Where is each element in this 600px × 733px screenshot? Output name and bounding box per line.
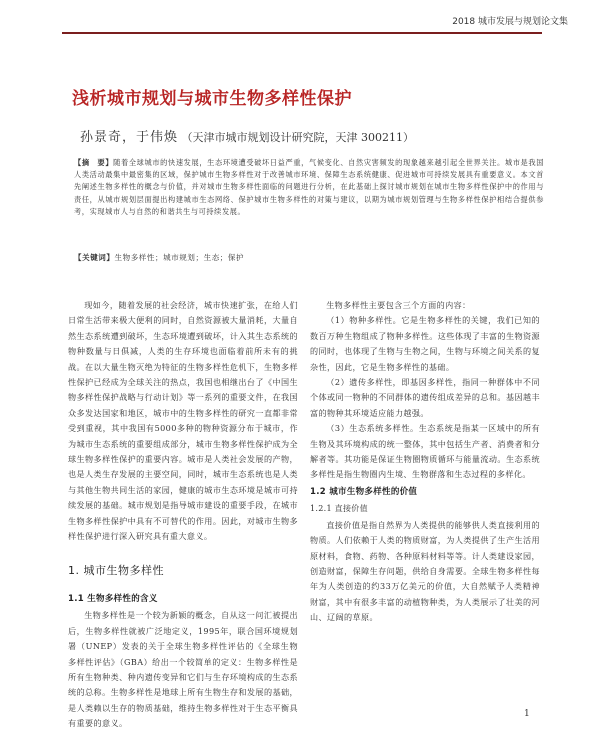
header-rule bbox=[62, 32, 542, 34]
section-1-1-paragraph: （1）物种多样性。它是生物多样性的关键，我们已知的数百万种生物组成了物种多样性。这些体现了丰富的生物资源的同时，也体现了生物与生物之间，生物与环境之间关系的复杂性，因此，它是生物多样性的基础。 bbox=[310, 315, 540, 372]
author-line bbox=[80, 126, 414, 145]
page-title: 浅析城市规划与城市生物多样性保护 bbox=[72, 89, 352, 109]
section-1-1-paragraph: 生物多样性主要包含三个方面的内容： bbox=[326, 300, 471, 310]
author-names: 孙景奇，于伟焕 bbox=[80, 130, 179, 145]
abstract bbox=[74, 157, 544, 218]
body-column-left bbox=[68, 298, 298, 732]
abstract-text: 随着全球城市的快速发展，生态环境遭受破坏日益严重，气候变化、自然灾害频发的现象越来越引起全世界关注。城市是我国人类活动最集中最密集的区域，保护城市生物多样性对于改善城市环境、保障生态系统健康、促进城市可持续发展具有重要意义。本文首先阐述生物多样性的概念与价值，并对城市生物多样性面临的问题进行分析，在此基础上探讨城市规划在城市生物多样性保护中的作用与责任，从城市规划层面提出构建城市生态网络、保护城市生物多样性的对策与建议，以期为城市规划管理与生物多样性保护相结合提供参考，实现城市人与自然的和谐共生与可持续发展。 bbox=[74, 158, 544, 216]
section-1-1-heading: 1.1 生物多样性的含义 bbox=[68, 593, 158, 604]
page-number: 1 bbox=[524, 709, 530, 719]
section-1-1-paragraph: （3）生态系统多样性。生态系统是指某一区域中的所有生物及其环境构成的统一整体，其中包括生产者、消费者和分解者等。其功能是保证生物圈物质循环与能量流动。生态系统多样性是指生物圈内生境、生物群落和生态过程的多样化。 bbox=[310, 423, 540, 480]
keywords bbox=[74, 252, 544, 263]
body-column-right bbox=[310, 298, 540, 626]
abstract-label: 【摘 要】 bbox=[74, 158, 114, 167]
intro-paragraph: 现如今，随着发展的社会经济，城市快速扩张，在给人们日常生活带来极大便利的同时，自然资源被大量消耗，大量自然生态系统遭到破坏，生态环境遭到破坏，计入其生态系统的物种数量与日俱减，人类的生存环境也面临着前所未有的挑战。在以大量生物灭绝为特征的生物多样性危机下，生物多样性保护已经成为全球关注的热点，我国也相继出台了《中国生物多样性保护战略与行动计划》等一系列的重要文件，在我国众多发达国家和地区，城市中的生物多样性的研究一直都非常受到重视，其中我国有5000多种的物种资源分布于城市，作为城市生态系统的重要组成部分，城市生物多样性保护成为全球生物多样性保护的重要内容。城市是人类社会发展的产物，也是人类生存发展的主要空间，同时，城市生态系统也是人类与其他生物共同生活的家园，健康的城市生态环境是城市可持续发展的基础。城市规划是指导城市建设的重要手段，在城市生物多样性保护中具有不可替代的作用。因此，对城市生物多样性保护进行深入研究具有重大意义。 bbox=[68, 300, 298, 542]
section-1-2-heading: 1.2 城市生物多样性的价值 bbox=[310, 486, 418, 497]
running-header: 2018 城市发展与规划论文集 bbox=[452, 17, 568, 27]
author-affiliation: （天津市城市规划设计研究院，天津 300211） bbox=[181, 131, 415, 144]
section-1-1-paragraph: （2）遗传多样性，即基因多样性，指同一种群体中不同个体或同一物种的不同群体的遗传组成差异的总和。基因越丰富的物种其环境适应能力越强。 bbox=[310, 377, 540, 418]
keywords-label: 【关键词】 bbox=[74, 253, 115, 262]
keywords-text: 生物多样性；城市规划；生态；保护 bbox=[114, 253, 245, 262]
section-1-1-paragraph: 生物多样性是一个较为新颖的概念，自从这一问汇被提出后，生物多样性就被广泛地定义，1995年，联合国环境规划署（UNEP）发表的关于全球生物多样性评估的《全球生物多样性评估》（GBA）给出一个较简单的定义：生物多样性是所有生物种类、种内遗传变异和它们与生存环境构成的生态系统的总称。生物多样性是地球上所有生物生存和发展的基础，是人类赖以生存的物质基础，维持生物多样性对于生态平衡具有重要的意义。 bbox=[68, 610, 298, 729]
section-1-heading: 1. 城市生物多样性 bbox=[68, 563, 164, 577]
section-1-2-1-heading: 1.2.1 直接价值 bbox=[310, 504, 368, 514]
section-1-2-paragraph: 直接价值是指自然界为人类提供的能够供人类直接利用的物质。人们依赖于人类的物质财富，为人类提供了生产生活用原材料，食物、药物、各种原料材料等等。计人类建设家园，创造财富，保障生存问题，供给自身需要。全球生物多样性每年为人类创造的约33万亿美元的价值，大自然赋予人类精神财富，其中有很多丰富的动植物种类，为人类展示了壮美的河山、辽阔的草原。 bbox=[310, 519, 540, 623]
